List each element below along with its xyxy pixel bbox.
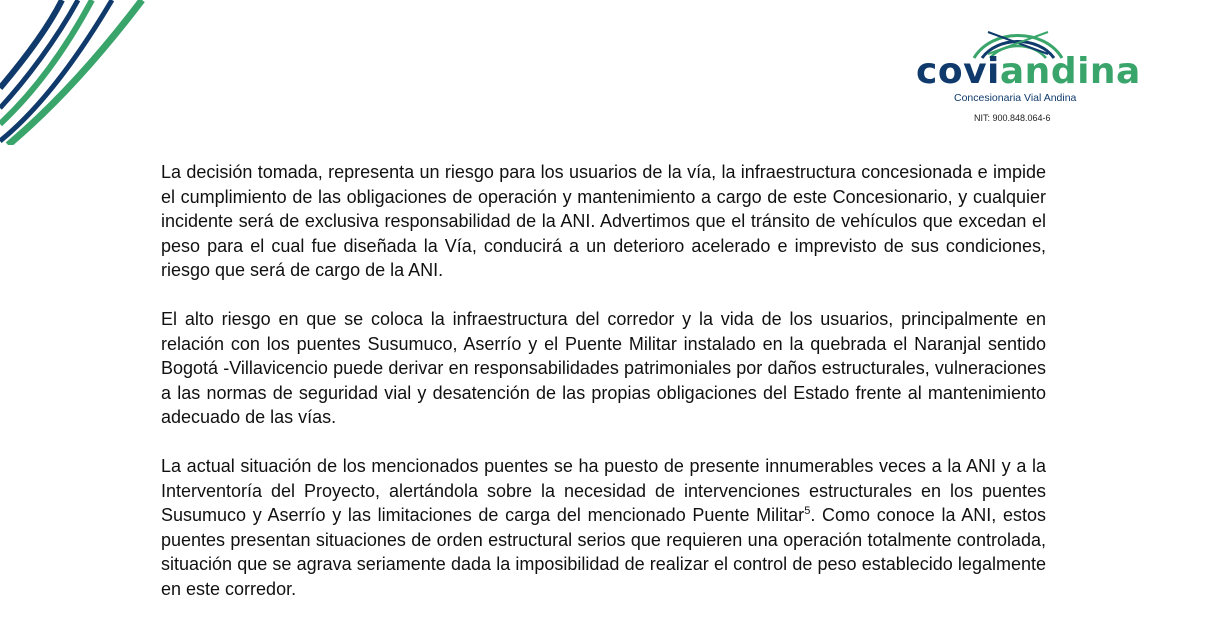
corner-stripes-decoration xyxy=(0,0,150,145)
paragraph-bridges-situation xyxy=(161,454,1046,601)
footnote-marker[interactable]: 5 xyxy=(804,505,811,517)
logo-word-andina: andina xyxy=(999,51,1141,92)
document-body xyxy=(161,160,1046,626)
nit-number: NIT: 900.848.064-6 xyxy=(974,113,1051,123)
paragraph-risk-decision: La decisión tomada, representa un riesgo para los usuarios de la vía, la infraestructura concesionada e impide el cumplimiento de las obligaciones de operación y mantenimiento a cargo de este Concesionario, y cualquier incidente será de exclusiva responsabilidad de la ANI. Advertimos que el tránsito de vehículos que excedan el peso para el cual fue diseñada la Vía, conducirá a un deterioro acelerado e imprevisto de sus condiciones, riesgo que será de cargo de la ANI. xyxy=(161,162,1046,280)
paragraph-text-after-footnote: . Como conoce la ANI, estos puentes presentan situaciones de orden estructural serios que requieren una operación totalmente controlada, situación que se agrava seriamente dada la imposibilidad de realizar el control de peso establecido legalmente en este corredor. xyxy=(161,505,1047,599)
logo-tagline: Concesionaria Vial Andina xyxy=(954,92,1077,104)
paragraph-text-before-footnote: La actual situación de los mencionados puentes se ha puesto de presente innumerables veces a la ANI y a la Interventoría del Proyecto, alertándola sobre la necesidad de intervenciones estructurales en los puentes Susumuco y Aserrío y las limitaciones de carga del mencionado Puente Militar xyxy=(161,456,1046,525)
paragraph-high-risk: El alto riesgo en que se coloca la infraestructura del corredor y la vida de los usuarios, principalmente en relación con los puentes Susumuco, Aserrío y el Puente Militar instalado en la quebrada el Naranjal sentido Bogotá -Villavicencio puede derivar en responsabilidades patrimoniales por daños estructurales, vulneraciones a las normas de seguridad vial y desatención de las propias obligaciones del Estado frente al mantenimiento adecuado de las vías. xyxy=(161,309,1046,427)
logo-word-covi: covi xyxy=(916,51,1000,92)
logo-wordmark xyxy=(916,51,1141,92)
company-logo xyxy=(912,22,1141,127)
